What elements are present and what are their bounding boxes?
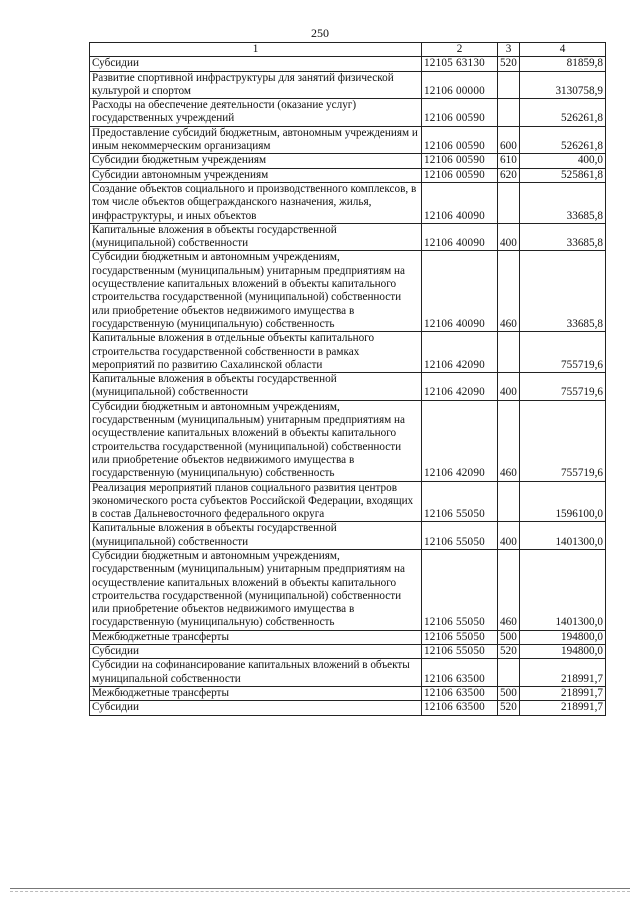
row-amount-cell: 33685,8 — [520, 251, 606, 332]
row-type-cell: 610 — [498, 154, 520, 168]
row-name-cell: Субсидии на софинансирование капитальных вложений в объекты муниципальной собственности — [90, 659, 422, 687]
row-amount-cell: 218991,7 — [520, 659, 606, 687]
table-row — [90, 373, 606, 401]
row-amount-cell: 3130758,9 — [520, 71, 606, 99]
row-amount-cell: 194800,0 — [520, 645, 606, 659]
row-code-cell: 12106 42090 — [422, 400, 498, 481]
table-row — [90, 126, 606, 154]
row-code-cell: 12106 40090 — [422, 223, 498, 251]
header-col-1: 1 — [90, 43, 422, 57]
row-type-cell — [498, 481, 520, 522]
row-amount-cell: 525861,8 — [520, 168, 606, 182]
row-amount-cell: 755719,6 — [520, 400, 606, 481]
table-row — [90, 251, 606, 332]
row-name-cell: Предоставление субсидий бюджетным, автономным учреждениям и иным некоммерческим организациям — [90, 126, 422, 154]
row-type-cell — [498, 182, 520, 223]
row-code-cell: 12106 63500 — [422, 659, 498, 687]
table-row — [90, 630, 606, 644]
row-code-cell: 12106 55050 — [422, 630, 498, 644]
row-code-cell: 12106 63500 — [422, 686, 498, 700]
row-type-cell: 400 — [498, 223, 520, 251]
table-header-row — [90, 43, 606, 57]
row-name-cell: Капитальные вложения в объекты государственной (муниципальной) собственности — [90, 522, 422, 550]
row-code-cell: 12106 00590 — [422, 126, 498, 154]
table-row — [90, 182, 606, 223]
row-code-cell: 12106 55050 — [422, 645, 498, 659]
table-row — [90, 168, 606, 182]
row-type-cell: 520 — [498, 645, 520, 659]
row-name-cell: Субсидии бюджетным учреждениям — [90, 154, 422, 168]
table-row — [90, 659, 606, 687]
row-name-cell: Межбюджетные трансферты — [90, 630, 422, 644]
row-code-cell: 12106 00000 — [422, 71, 498, 99]
table-row — [90, 57, 606, 71]
row-name-cell: Развитие спортивной инфраструктуры для занятий физической культурой и спортом — [90, 71, 422, 99]
table-row — [90, 400, 606, 481]
row-code-cell: 12106 55050 — [422, 549, 498, 630]
row-amount-cell: 1401300,0 — [520, 522, 606, 550]
row-code-cell: 12106 42090 — [422, 373, 498, 401]
row-amount-cell: 81859,8 — [520, 57, 606, 71]
budget-table — [89, 42, 606, 716]
row-code-cell: 12106 40090 — [422, 182, 498, 223]
row-amount-cell: 1401300,0 — [520, 549, 606, 630]
row-type-cell: 460 — [498, 251, 520, 332]
table-row — [90, 481, 606, 522]
row-code-cell: 12105 63130 — [422, 57, 498, 71]
row-name-cell: Капитальные вложения в объекты государственной (муниципальной) собственности — [90, 373, 422, 401]
row-amount-cell: 526261,8 — [520, 99, 606, 127]
table-row — [90, 522, 606, 550]
row-name-cell: Реализация мероприятий планов социального развития центров экономического роста субъектов Российской Федерации, входящих в состав Дальневосточного федерального округа — [90, 481, 422, 522]
header-col-4: 4 — [520, 43, 606, 57]
footer-rule-dashed — [10, 891, 630, 892]
row-type-cell — [498, 659, 520, 687]
row-type-cell: 500 — [498, 630, 520, 644]
row-type-cell: 400 — [498, 373, 520, 401]
row-type-cell — [498, 71, 520, 99]
table-row — [90, 71, 606, 99]
page-number: 250 — [311, 26, 329, 40]
row-type-cell — [498, 99, 520, 127]
row-amount-cell: 218991,7 — [520, 701, 606, 715]
row-type-cell: 520 — [498, 701, 520, 715]
table-row — [90, 332, 606, 373]
row-name-cell: Субсидии — [90, 645, 422, 659]
row-amount-cell: 33685,8 — [520, 223, 606, 251]
row-amount-cell: 400,0 — [520, 154, 606, 168]
row-amount-cell: 755719,6 — [520, 373, 606, 401]
row-code-cell: 12106 00590 — [422, 99, 498, 127]
table-row — [90, 223, 606, 251]
row-type-cell: 460 — [498, 549, 520, 630]
row-code-cell: 12106 55050 — [422, 481, 498, 522]
row-amount-cell: 218991,7 — [520, 686, 606, 700]
row-amount-cell: 755719,6 — [520, 332, 606, 373]
row-code-cell: 12106 55050 — [422, 522, 498, 550]
footer-rule — [10, 888, 630, 889]
table-row — [90, 99, 606, 127]
row-name-cell: Субсидии автономным учреждениям — [90, 168, 422, 182]
row-name-cell: Капитальные вложения в объекты государственной (муниципальной) собственности — [90, 223, 422, 251]
table-row — [90, 701, 606, 715]
row-type-cell: 600 — [498, 126, 520, 154]
row-name-cell: Субсидии бюджетным и автономным учреждениям, государственным (муниципальным) унитарным предприятиям на осуществление капитальных вложений в объекты капитального строительства государственной (муниципальной) собственности или приобретение объектов недвижимого имущества в государственную (муниципальную) собственность — [90, 549, 422, 630]
row-code-cell: 12106 42090 — [422, 332, 498, 373]
row-type-cell: 400 — [498, 522, 520, 550]
row-code-cell: 12106 00590 — [422, 154, 498, 168]
row-name-cell: Субсидии — [90, 701, 422, 715]
table-row — [90, 549, 606, 630]
row-name-cell: Расходы на обеспечение деятельности (оказание услуг) государственных учреждений — [90, 99, 422, 127]
row-name-cell: Межбюджетные трансферты — [90, 686, 422, 700]
table-row — [90, 686, 606, 700]
row-name-cell: Субсидии бюджетным и автономным учреждениям, государственным (муниципальным) унитарным предприятиям на осуществление капитальных вложений в объекты капитального строительства государственной (муниципальной) собственности или приобретение объектов недвижимого имущества в государственную (муниципальную) собственность — [90, 251, 422, 332]
table-row — [90, 645, 606, 659]
row-name-cell: Субсидии — [90, 57, 422, 71]
row-type-cell: 500 — [498, 686, 520, 700]
row-type-cell: 460 — [498, 400, 520, 481]
row-type-cell: 520 — [498, 57, 520, 71]
row-amount-cell: 526261,8 — [520, 126, 606, 154]
table-row — [90, 154, 606, 168]
row-name-cell: Создание объектов социального и производственного комплексов, в том числе объектов общегражданского назначения, жилья, инфраструктуры, и иных объектов — [90, 182, 422, 223]
header-col-3: 3 — [498, 43, 520, 57]
row-type-cell: 620 — [498, 168, 520, 182]
row-code-cell: 12106 00590 — [422, 168, 498, 182]
row-amount-cell: 1596100,0 — [520, 481, 606, 522]
row-code-cell: 12106 40090 — [422, 251, 498, 332]
row-name-cell: Капитальные вложения в отдельные объекты капитального строительства государственной собственности в рамках мероприятий по развитию Сахалинской области — [90, 332, 422, 373]
row-code-cell: 12106 63500 — [422, 701, 498, 715]
row-amount-cell: 33685,8 — [520, 182, 606, 223]
header-col-2: 2 — [422, 43, 498, 57]
row-amount-cell: 194800,0 — [520, 630, 606, 644]
row-type-cell — [498, 332, 520, 373]
row-name-cell: Субсидии бюджетным и автономным учреждениям, государственным (муниципальным) унитарным предприятиям на осуществление капитальных вложений в объекты капитального строительства государственной (муниципальной) собственности или приобретение объектов недвижимого имущества в государственную (муниципальную) собственность — [90, 400, 422, 481]
